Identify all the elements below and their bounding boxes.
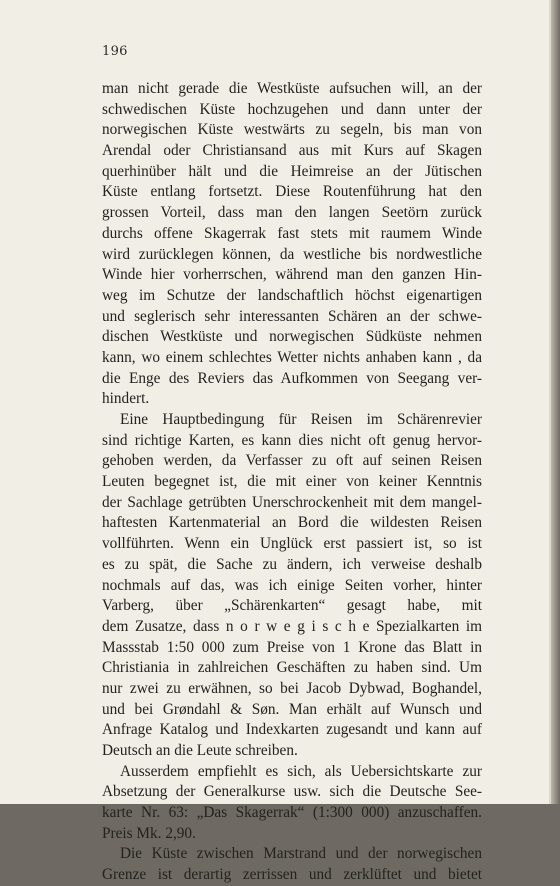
text-line: Grenze ist derartig zerrissen und zerklüftet und bietet: [102, 866, 482, 884]
text-line: querhinüber hält und die Heimreise an der Jütischen: [102, 162, 482, 180]
text-line: sind richtige Karten, es kann dies nicht oft genug hervor-: [102, 431, 482, 449]
text-line: wird zurücklegen können, da westliche bis nordwestliche: [102, 245, 482, 263]
text-line: karte Nr. 63: „Das Skagerrak“ (1:300 000) anzuschaffen.: [102, 804, 482, 822]
text-line: Varberg, über „Schärenkarten“ gesagt habe, mit: [102, 597, 482, 615]
text-line: weg im Schutze der landschaftlich höchst eigenartigen: [102, 286, 482, 304]
text-line: gehoben werden, da Verfasser zu oft auf seinen Reisen: [102, 452, 482, 470]
text-line: man nicht gerade die Westküste aufsuchen will, an der: [102, 80, 482, 97]
text-line: dem Zusatze, dass n o r w e g i s c h e Spezialkarten im: [102, 617, 482, 635]
text-line: Küste entlang fortsetzt. Diese Routenführung hat den: [102, 183, 482, 201]
text-line: Deutsch an die Leute schreiben.: [102, 742, 298, 759]
text-line: schwedischen Küste hochzugehen und dann unter der: [102, 100, 482, 118]
text-line: kann, wo einem schlechtes Wetter nichts anhaben kann , da: [102, 348, 482, 366]
text-line: Leuten begegnet ist, die mit einer von keiner Kenntnis: [102, 473, 482, 491]
text-line: durchs offene Skagerrak fast stets mit raumem Winde: [102, 224, 482, 242]
text-line: Christiania in zahlreichen Geschäften zu haben sind. Um: [102, 659, 482, 677]
text-line: Eine Hauptbedingung für Reisen im Schärenrevier: [120, 411, 482, 428]
text-line: haftesten Kartenmaterial an Bord die wildesten Reisen: [102, 514, 482, 532]
text-line: vollführten. Wenn ein Unglück erst passiert ist, so ist: [102, 535, 482, 553]
text-line: Arendal oder Christiansand aus mit Kurs auf Skagen: [102, 142, 482, 160]
text-line: nochmals auf das, was ich einige Seiten vorher, hinter: [102, 576, 482, 594]
text-line: Die Küste zwischen Marstrand und der norwegischen: [120, 845, 482, 863]
text-line: Ausserdem empfiehlt es sich, als Uebersichtskarte zur: [120, 762, 482, 780]
text-line: Winde hier vorherrschen, während man den ganzen Hin-: [102, 266, 482, 284]
text-line: und bei Grøndahl & Søn. Man erhält auf Wunsch und: [102, 700, 482, 718]
text-line: grossen Vorteil, dass man den langen Seetörn zurück: [102, 204, 482, 222]
text-line: nur zwei zu erwähnen, so bei Jacob Dybwad, Boghandel,: [102, 679, 482, 697]
text-line: die Enge des Reviers das Aufkommen von Seegang ver-: [102, 369, 482, 387]
text-line: dischen Westküste und norwegischen Südküste nehmen: [102, 328, 482, 346]
text-line: und seglerisch sehr interessanten Schären an der schwe-: [102, 307, 482, 325]
page-edge-shadow: [551, 0, 560, 804]
body-text: [102, 79, 482, 886]
page-number: 196: [102, 44, 128, 59]
text-line: norwegischen Küste westwärts zu segeln, bis man von: [102, 121, 482, 139]
text-line: Massstab 1:50 000 zum Preise von 1 Krone das Blatt in: [102, 638, 482, 656]
text-line: Anfrage Katalog und Indexkarten zugesandt und kann auf: [102, 721, 482, 739]
text-line: es zu spät, die Sache zu ändern, ich verweise deshalb: [102, 555, 482, 573]
text-line: Absetzung der Generalkurse usw. sich die Deutsche See-: [102, 783, 482, 801]
text-line: hindert.: [102, 390, 150, 408]
text-line: der Sachlage getrübten Unerschrockenheit mit dem mangel-: [102, 493, 482, 511]
text-line: Preis Mk. 2,90.: [102, 824, 196, 842]
